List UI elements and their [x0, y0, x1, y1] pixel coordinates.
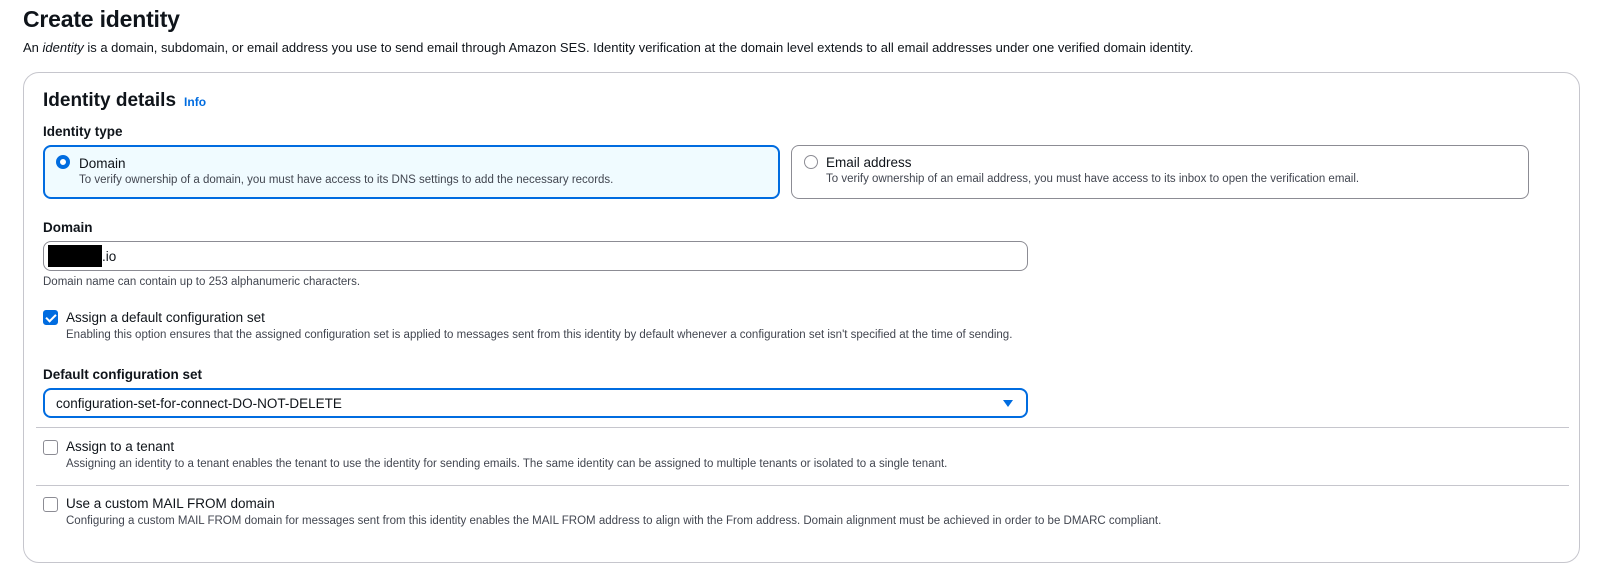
desc-rest: is a domain, subdomain, or email address you use to send email through Amazon SES. Identity verification at the domain level extends to all email addresses under one verified domain identity.: [83, 40, 1194, 55]
mail-from-checkbox[interactable]: [43, 497, 58, 512]
page-title: Create identity: [23, 6, 180, 32]
option-label: Email address: [826, 155, 912, 170]
domain-value-suffix: .io: [102, 248, 117, 264]
desc-prefix: An: [23, 40, 43, 55]
option-description: To verify ownership of an email address, you must have access to its inbox to open the verification email.: [826, 173, 1360, 185]
default-config-select-label: Default configuration set: [43, 367, 203, 382]
default-config-checkbox[interactable]: [43, 310, 58, 325]
domain-label: Domain: [43, 220, 93, 235]
caret-down-icon: [1003, 400, 1013, 407]
option-label: Domain: [79, 156, 126, 171]
page-description: [23, 40, 1193, 55]
radio-selected-icon[interactable]: [56, 155, 70, 169]
tenant-checkbox-desc: Assigning an identity to a tenant enables the tenant to use the identity for sending emails. The same identity can be assigned to multiple tenants or isolated to a single tenant.: [66, 458, 948, 470]
radio-unselected-icon[interactable]: [804, 155, 818, 169]
mail-from-checkbox-desc: Configuring a custom MAIL FROM domain for messages sent from this identity enables the MAIL FROM address to align with the From address. Domain alignment must be achieved in order to be DMARC compliant.: [66, 515, 1162, 527]
default-config-checkbox-desc: Enabling this option ensures that the assigned configuration set is applied to messages sent from this identity by default whenever a configuration set isn't specified at the time of sending.: [66, 329, 1013, 341]
option-description: To verify ownership of a domain, you must have access to its DNS settings to add the necessary records.: [79, 174, 614, 186]
tenant-checkbox[interactable]: [43, 440, 58, 455]
identity-type-domain-option[interactable]: [43, 145, 780, 199]
identity-details-card: [23, 72, 1580, 563]
redacted-block: [48, 245, 102, 267]
domain-hint: Domain name can contain up to 253 alphanumeric characters.: [43, 276, 361, 288]
select-value: configuration-set-for-connect-DO-NOT-DELETE: [56, 395, 342, 411]
card-title: Identity details: [43, 90, 177, 111]
tenant-checkbox-label[interactable]: Assign to a tenant: [66, 439, 175, 454]
default-config-select[interactable]: [43, 388, 1028, 418]
info-link[interactable]: Info: [184, 95, 207, 109]
divider: [36, 427, 1569, 428]
divider: [36, 485, 1569, 486]
card-header: [43, 90, 206, 112]
desc-emphasis: identity: [42, 40, 84, 55]
default-config-checkbox-label[interactable]: Assign a default configuration set: [66, 310, 265, 325]
mail-from-checkbox-label[interactable]: Use a custom MAIL FROM domain: [66, 496, 275, 511]
identity-type-label: Identity type: [43, 124, 123, 139]
domain-input[interactable]: [43, 241, 1028, 271]
identity-type-email-option[interactable]: [791, 145, 1529, 199]
